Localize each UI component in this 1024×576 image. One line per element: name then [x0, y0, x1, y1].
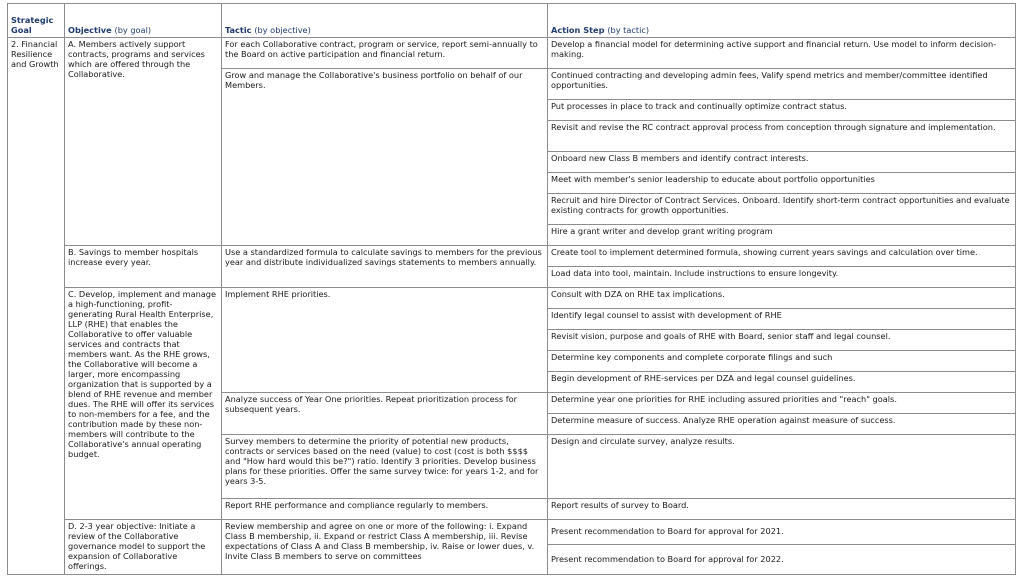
tactic-d1: Review membership and agree on one or more of the following: i. Expand Class B membership, ii. Expand or restrict Class A membership, iii. Revise expectations of Class A and Class B membership, iv. Raise or lower dues, v. Invite Class B members to serve on committees	[222, 520, 548, 575]
tactic-c2: Analyze success of Year One priorities. Repeat prioritization process for subsequent years.	[222, 393, 548, 435]
tactic-a1: For each Collaborative contract, program or service, report semi-annually to the Board on active participation and financial return.	[222, 38, 548, 69]
objective-c: C. Develop, implement and manage a high-functioning, profit-generating Rural Health Enterprise, LLP (RHE) that enables the Collaborative to offer valuable services and contracts that members want. As the RHE grows, the Collaborative will become a larger, more encompassing organization that is supported by a blend of RHE revenue and member dues. The RHE will offer its services to non-members for a fee, and the contribution made by these non-members will contribute to the Collaborative's annual operating budget.	[65, 288, 222, 520]
objective-b: B. Savings to member hospitals increase every year.	[65, 246, 222, 288]
action-step: Identify legal counsel to assist with development of RHE	[548, 309, 1016, 330]
action-step: Begin development of RHE-services per DZA and legal counsel guidelines.	[548, 372, 1016, 393]
table-row	[8, 288, 1016, 309]
action-step: Present recommendation to Board for approval for 2021.	[548, 520, 1016, 545]
header-action-step: Action Step (by tactic)	[548, 4, 1016, 38]
header-tactic: Tactic (by objective)	[222, 4, 548, 38]
action-step: Revisit and revise the RC contract approval process from conception through signature and implementation.	[548, 121, 1016, 152]
action-step: Present recommendation to Board for approval for 2022.	[548, 545, 1016, 575]
action-step: Put processes in place to track and continually optimize contract status.	[548, 100, 1016, 121]
tactic-a2: Grow and manage the Collaborative's business portfolio on behalf of our Members.	[222, 69, 548, 246]
header-strategic-goal: Strategic Goal	[8, 4, 65, 38]
header-objective: Objective (by goal)	[65, 4, 222, 38]
header-row	[8, 4, 1016, 38]
action-step: Develop a financial model for determining active support and financial return. Use model to inform decision-making.	[548, 38, 1016, 69]
action-step: Determine key components and complete corporate filings and such	[548, 351, 1016, 372]
table-row	[8, 246, 1016, 267]
action-step: Onboard new Class B members and identify contract interests.	[548, 152, 1016, 173]
action-step: Recruit and hire Director of Contract Services. Onboard. Identify short-term contract opportunities and evaluate existing contracts for growth opportunities.	[548, 194, 1016, 225]
action-step: Hire a grant writer and develop grant writing program	[548, 225, 1016, 246]
action-step: Determine measure of success. Analyze RHE operation against measure of success.	[548, 414, 1016, 435]
tactic-c3: Survey members to determine the priority of potential new products, contracts or services based on the need (value) to cost (cost is both $$$$ and "How hard would this be?") ratio. Identify 3 priorities. Develop business plans for these priorities. Offer the same survey twice: for years 1-2, and for years 3-5.	[222, 435, 548, 499]
table-row	[8, 520, 1016, 545]
action-step: Meet with member's senior leadership to educate about portfolio opportunities	[548, 173, 1016, 194]
tactic-c1: Implement RHE priorities.	[222, 288, 548, 393]
table-row	[8, 38, 1016, 69]
objective-d: D. 2-3 year objective: Initiate a review of the Collaborative governance model to support the expansion of Collaborative offerings.	[65, 520, 222, 575]
action-step: Consult with DZA on RHE tax implications.	[548, 288, 1016, 309]
action-step: Load data into tool, maintain. Include instructions to ensure longevity.	[548, 267, 1016, 288]
tactic-c4: Report RHE performance and compliance regularly to members.	[222, 499, 548, 520]
action-step: Create tool to implement determined formula, showing current years savings and calculation over time.	[548, 246, 1016, 267]
action-step: Revisit vision, purpose and goals of RHE with Board, senior staff and legal counsel.	[548, 330, 1016, 351]
action-step: Report results of survey to Board.	[548, 499, 1016, 520]
action-step: Determine year one priorities for RHE including assured priorities and "reach" goals.	[548, 393, 1016, 414]
goal-cell: 2. Financial Resilience and Growth	[8, 38, 65, 575]
objective-a: A. Members actively support contracts, programs and services which are offered through the Collaborative.	[65, 38, 222, 246]
strategic-plan-table	[7, 3, 1016, 575]
tactic-b1: Use a standardized formula to calculate savings to members for the previous year and distribute individualized savings statements to members annually.	[222, 246, 548, 288]
action-step: Design and circulate survey, analyze results.	[548, 435, 1016, 499]
action-step: Continued contracting and developing admin fees, Valify spend metrics and member/committee identified opportunities.	[548, 69, 1016, 100]
